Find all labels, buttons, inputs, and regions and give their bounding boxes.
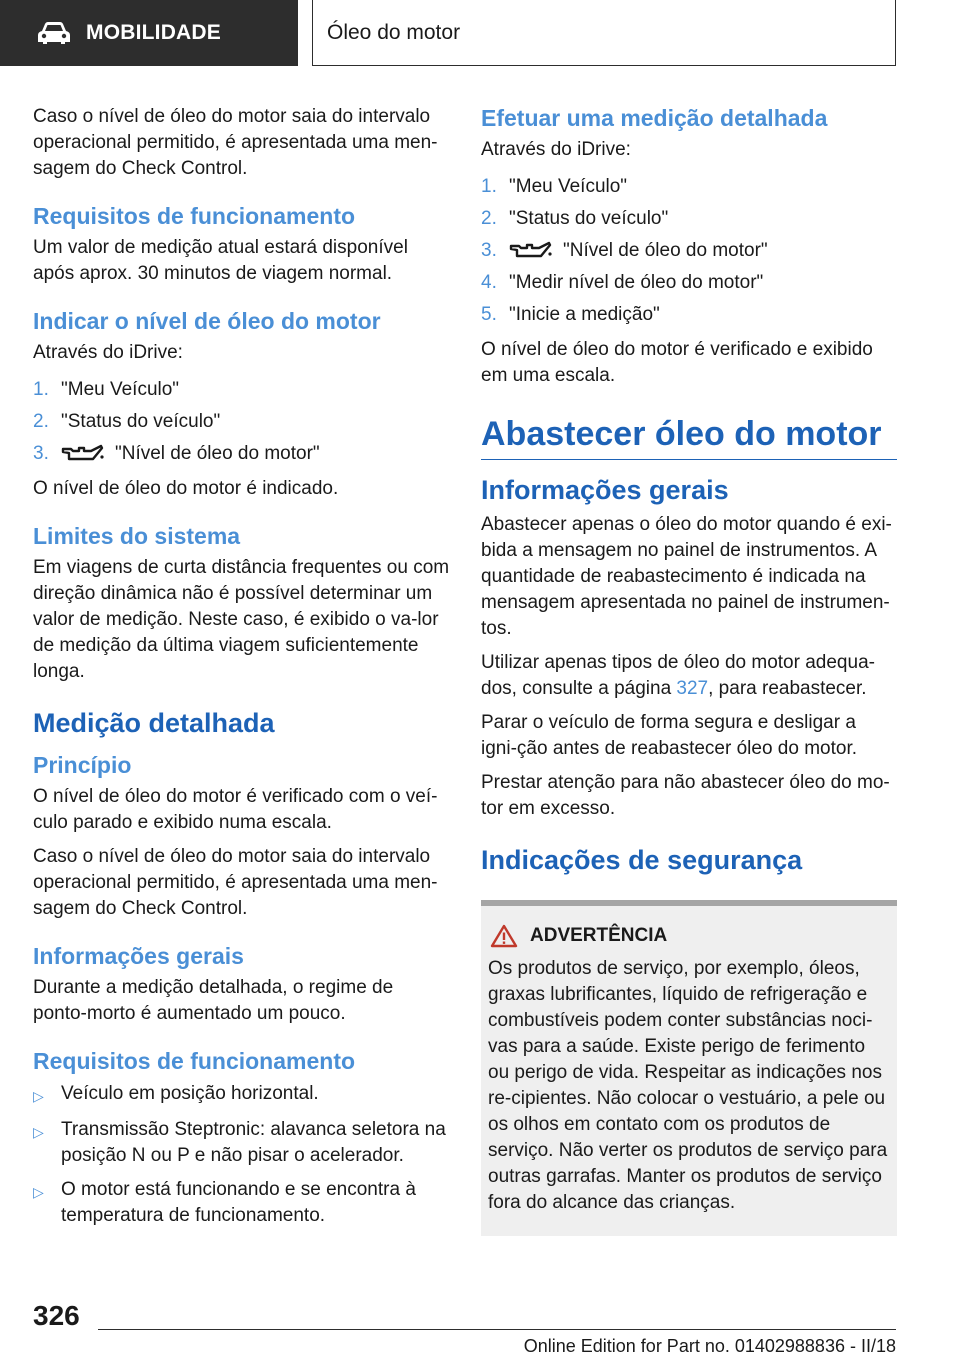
indicate-result: O nível de óleo do motor é indicado. bbox=[33, 478, 339, 499]
refill-general-heading: Informações gerais bbox=[481, 475, 729, 505]
step-text: "Meu Veículo" bbox=[509, 176, 628, 197]
warning-text: Os produtos de serviço, por exemplo, óleos, graxas lubrificantes, líquido de refrigeração e combustíveis podem conter substâncias noci-vas para a saúde. Existe perigo de ferimento ou perigo de vida. Respeitar as indicações nos re-cipientes. Não colocar o vestuário, a pele ou os olhos em contato com os produtos de serviço. Não verter os produtos de serviço para outras garrafas. Manter os produtos de serviço fora do alcance das crianças. bbox=[488, 958, 888, 1213]
refill-paragraph-4: Prestar atenção para não abastecer óleo do mo-tor em excesso. bbox=[481, 772, 890, 819]
principle-heading: Princípio bbox=[33, 752, 132, 778]
measure-steps bbox=[481, 171, 897, 331]
step-number: 1. bbox=[33, 379, 49, 400]
general-info-heading: Informações gerais bbox=[33, 943, 244, 969]
list-item bbox=[481, 299, 897, 331]
list-item bbox=[481, 235, 897, 267]
list-item bbox=[33, 438, 451, 470]
safety-heading: Indicações de segurança bbox=[481, 845, 803, 875]
list-item bbox=[481, 171, 897, 203]
step-text: "Meu Veículo" bbox=[61, 379, 180, 400]
requirements-list bbox=[33, 1081, 451, 1229]
edition-info: Online Edition for Part no. 01402988836 - II/18 bbox=[523, 1336, 896, 1356]
principle-text-1: O nível de óleo do motor é verificado com o veí-culo parado e exibido numa escala. bbox=[33, 786, 438, 833]
step-text: "Inicie a medição" bbox=[509, 304, 660, 325]
general-info-text: Durante a medição detalhada, o regime de ponto-morto é aumentado um pouco. bbox=[33, 977, 394, 1024]
step-text: "Nível de óleo do motor" bbox=[563, 240, 768, 261]
measure-via: Através do iDrive: bbox=[481, 139, 631, 160]
list-item bbox=[33, 1117, 451, 1169]
step-number: 1. bbox=[481, 176, 497, 197]
step-text: "Nível de óleo do motor" bbox=[115, 443, 320, 464]
footer-divider bbox=[98, 1329, 896, 1330]
refill-paragraph-3: Parar o veículo de forma segura e desligar a igni-ção antes de reabastecer óleo do motor. bbox=[481, 712, 858, 759]
step-text: "Medir nível de óleo do motor" bbox=[509, 272, 764, 293]
right-column bbox=[481, 104, 897, 1236]
step-number: 3. bbox=[33, 443, 49, 464]
oil-can-icon bbox=[61, 444, 105, 464]
step-number: 5. bbox=[481, 304, 497, 325]
list-item-text: Transmissão Steptronic: alavanca seletora na posição N ou P e não pisar o acelerador. bbox=[61, 1119, 446, 1166]
section-tab bbox=[0, 0, 298, 66]
page-number: 326 bbox=[33, 1300, 80, 1331]
indicate-steps bbox=[33, 374, 451, 470]
oil-can-icon bbox=[509, 241, 553, 261]
requirements-heading-2: Requisitos de funcionamento bbox=[33, 1048, 356, 1074]
principle-text-2: Caso o nível de óleo do motor saia do intervalo operacional permitido, é apresentada uma men-sagem do Check Control. bbox=[33, 846, 438, 919]
warning-triangle-icon bbox=[490, 924, 518, 948]
refill-paragraph-2-text: Utilizar apenas tipos de óleo do motor adequa-dos, consulte a página bbox=[481, 652, 875, 699]
indicate-heading: Indicar o nível de óleo do motor bbox=[33, 308, 381, 334]
indicate-via: Através do iDrive: bbox=[33, 342, 183, 363]
intro-paragraph: Caso o nível de óleo do motor saia do intervalo operacional permitido, é apresentada uma men-sagem do Check Control. bbox=[33, 106, 438, 179]
list-item bbox=[33, 374, 451, 406]
step-number: 3. bbox=[481, 240, 497, 261]
detailed-measurement-heading: Medição detalhada bbox=[33, 708, 275, 738]
list-item bbox=[481, 203, 897, 235]
requirements-text: Um valor de medição atual estará disponível após aprox. 30 minutos de viagem normal. bbox=[33, 237, 408, 284]
refill-paragraph-2-suffix: , para reabastecer. bbox=[708, 678, 867, 699]
warning-box bbox=[481, 900, 897, 1236]
list-item bbox=[481, 267, 897, 299]
warning-title: ADVERTÊNCIA bbox=[530, 925, 668, 946]
page-header bbox=[0, 0, 960, 66]
list-item bbox=[33, 1081, 451, 1109]
left-column bbox=[33, 104, 451, 1237]
refill-heading: Abastecer óleo do motor bbox=[481, 413, 897, 460]
triangle-bullet-icon: ▷ bbox=[33, 1184, 44, 1200]
limits-text: Em viagens de curta distância frequentes ou com direção dinâmica não é possível determinar um valor de medição. Neste caso, é exibido o va-lor de medição da última viagem suficientemente longa. bbox=[33, 557, 450, 682]
refill-paragraph-2 bbox=[481, 650, 897, 702]
list-item bbox=[33, 1177, 451, 1229]
step-text: "Status do veículo" bbox=[509, 208, 669, 229]
step-number: 4. bbox=[481, 272, 497, 293]
refill-paragraph-1: Abastecer apenas o óleo do motor quando é exi-bida a mensagem no painel de instrumentos. A quantidade de reabastecimento é indicada na mensagem apresentada no painel de instrumen-tos. bbox=[481, 514, 892, 639]
list-item-text: Veículo em posição horizontal. bbox=[61, 1083, 319, 1104]
step-number: 2. bbox=[33, 411, 49, 432]
limits-heading: Limites do sistema bbox=[33, 523, 241, 549]
requirements-heading: Requisitos de funcionamento bbox=[33, 203, 356, 229]
list-item-text: O motor está funcionando e se encontra à temperatura de funcionamento. bbox=[61, 1179, 416, 1226]
triangle-bullet-icon: ▷ bbox=[33, 1124, 44, 1140]
step-text: "Status do veículo" bbox=[61, 411, 221, 432]
list-item bbox=[33, 406, 451, 438]
triangle-bullet-icon: ▷ bbox=[33, 1088, 44, 1104]
step-number: 2. bbox=[481, 208, 497, 229]
section-label: MOBILIDADE bbox=[86, 21, 221, 44]
car-icon bbox=[36, 21, 72, 45]
measure-heading: Efetuar uma medição detalhada bbox=[481, 105, 828, 131]
page-link[interactable]: 327 bbox=[676, 678, 709, 699]
measure-result: O nível de óleo do motor é verificado e exibido em uma escala. bbox=[481, 339, 873, 386]
chapter-title: Óleo do motor bbox=[312, 0, 896, 66]
warning-header bbox=[488, 924, 889, 948]
